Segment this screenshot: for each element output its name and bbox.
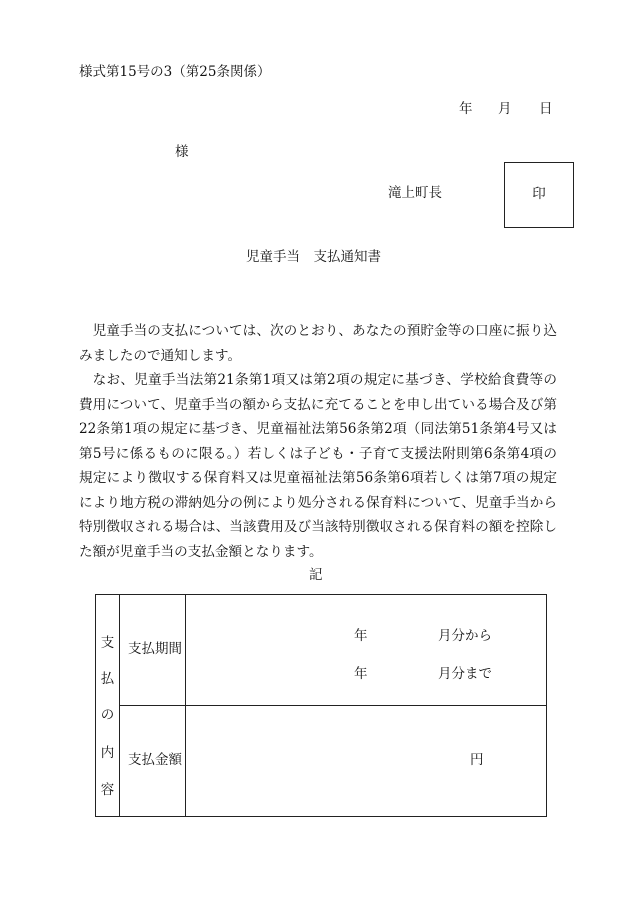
period-from-month: 月分から — [438, 628, 492, 644]
paragraph-2: なお、児童手当法第21条第1項又は第2項の規定に基づき、学校給食費等の費用について、児童手当の額から支払に充てることを申し出ている場合及び第22条第1項の規定に基づき、児童福祉法第56条第2項（同法第51条第4号又は第5号に係るものに限る。）若しくは子ども・子育て支援法附則第6条第4項の規定により徴収する保育料又は児童福祉法第56条第6項若しくは第7項の規定により地方税の滞納処分の例により処分される保育料について、児童手当から特別徴収される場合は、当該費用及び当該特別徴収される保育料の額を控除した額が児童手当の支払金額となります。 — [79, 372, 557, 560]
seal-box — [504, 162, 574, 228]
period-from-year: 年 — [354, 628, 368, 644]
side-label-char: 払 — [100, 671, 115, 687]
ki-label: 記 — [309, 567, 323, 583]
date-year: 年 — [459, 101, 473, 117]
date-month: 月 — [498, 101, 512, 117]
amount-unit: 円 — [470, 752, 484, 768]
payment-details-table — [95, 594, 547, 817]
period-label: 支払期間 — [128, 641, 182, 657]
date-day: 日 — [539, 101, 553, 117]
side-label-char: 容 — [100, 782, 115, 798]
paragraph-1: 児童手当の支払については、次のとおり、あなたの預貯金等の口座に振り込みましたので通知します。 — [79, 323, 557, 364]
seal-label: 印 — [532, 186, 546, 203]
sender-name: 滝上町長 — [388, 185, 442, 201]
side-label-char: の — [100, 707, 115, 723]
notice-body — [79, 319, 557, 564]
document-title: 児童手当 支払通知書 — [246, 249, 381, 265]
side-label-char: 内 — [100, 745, 115, 761]
side-label-char: 支 — [100, 635, 115, 651]
addressee-suffix: 様 — [175, 144, 189, 160]
form-number: 様式第15号の3（第25条関係） — [79, 64, 271, 80]
period-to-month: 月分まで — [438, 666, 492, 682]
period-to-year: 年 — [354, 666, 368, 682]
table-divider — [119, 705, 546, 706]
amount-label: 支払金額 — [128, 752, 182, 768]
